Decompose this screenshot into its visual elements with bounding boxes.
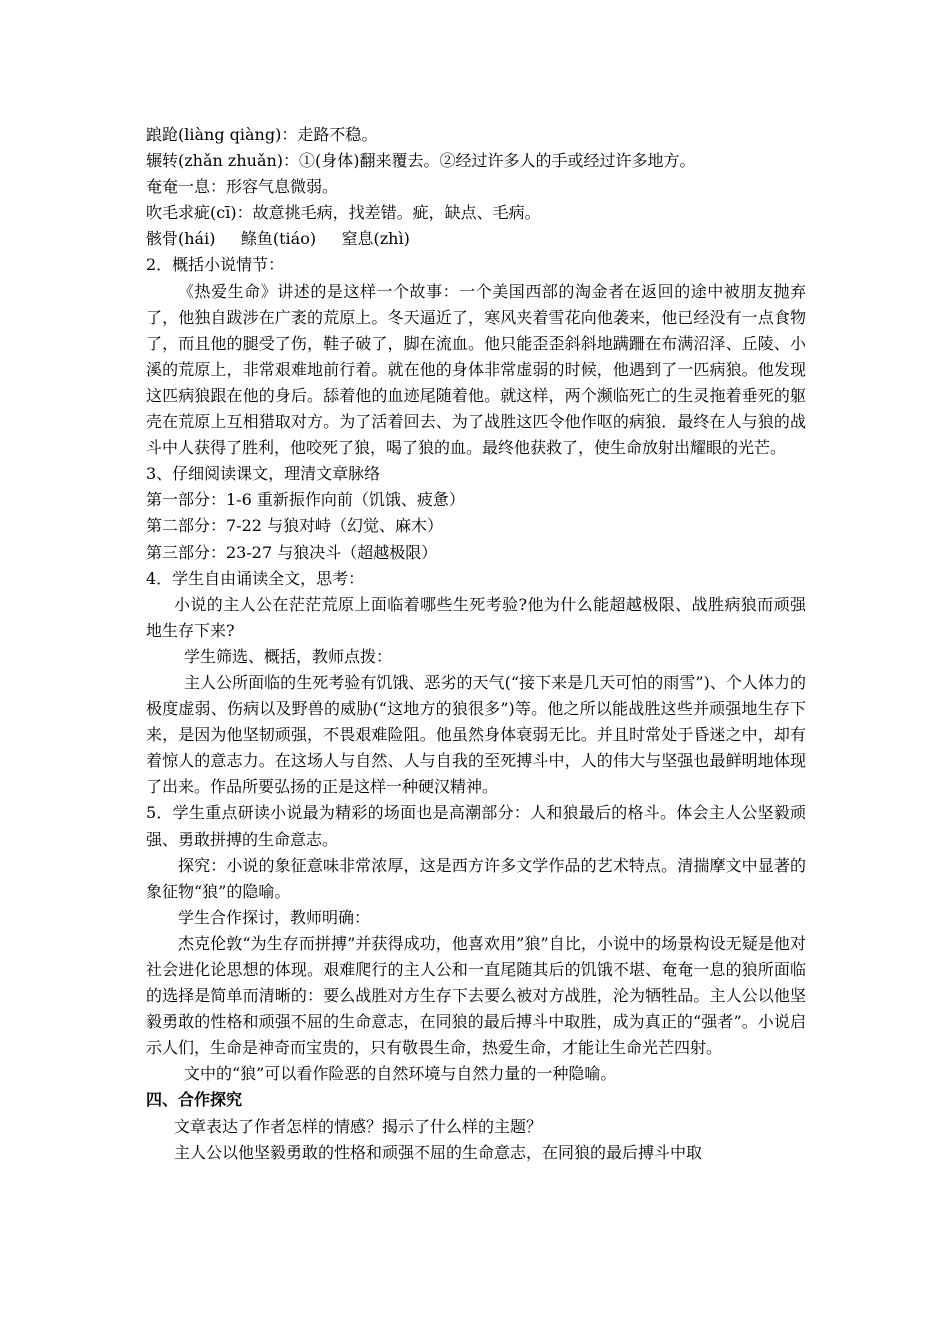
section-5-answer: 杰克伦敦“为生存而拼搏”并获得成功，他喜欢用”狼”自比，小说中的场景构设无疑是他对社会进化论思想的体现。艰难爬行的主人公和一直尾随其后的饥饿不堪、奄奄一息的狼所面临的选择是简单而清晰的：要么战胜对方生存下去要么被对方战胜，沦为牺牲品。主人公以他坚毅勇敢的性格和顽强不屈的生命意志，在同狼的最后搏斗中取胜，成为真正的“强者”。小说启示人们，生命是神奇而宝贵的，只有敬畏生命，热爱生命，才能让生命光芒四射。 bbox=[146, 933, 806, 1058]
part-4-question: 文章表达了作者怎样的情感？揭示了什么样的主题？ bbox=[174, 1116, 543, 1136]
section-4-answer: 主人公所面临的生死考验有饥饿、恶劣的天气(“接下来是几天可怕的雨雪”)、个人体力的极度虚弱、伤病以及野兽的威胁(“这地方的狼很多”)等。他之所以能战胜这些并顽强地生存下来，是因为他坚韧顽强，不畏艰难险阻。他虽然身体衰弱无比。并且时常处于昏迷之中，却有着惊人的意志力。在这场人与自然、人与自我的至死搏斗中，人的伟大与坚强也最鲜明地体现了出来。作品所要弘扬的正是这样一种硬汉精神。 bbox=[146, 672, 806, 797]
structure-part: 第一部分：1-6 重新振作向前（饥饿、疲惫） bbox=[146, 490, 465, 510]
vocab-line: 奄奄一息：形容气息微弱。 bbox=[146, 177, 339, 197]
vocab-line: 辗转(zhǎn zhuǎn)：①(身体)翻来覆去。②经过许多人的手或经过许多地方。 bbox=[146, 151, 696, 171]
section-5-coop: 学生合作探讨，教师明确： bbox=[178, 907, 371, 927]
vocab-line: 吹毛求疵(cī)：故意挑毛病，找差错。疵，缺点、毛病。 bbox=[146, 203, 541, 223]
vocab-line: 骸骨(hái) 鲦鱼(tiáo) 窒息(zhì) bbox=[146, 229, 410, 249]
part-4-answer: 主人公以他坚毅勇敢的性格和顽强不屈的生命意志，在同狼的最后搏斗中取 bbox=[174, 1142, 703, 1162]
structure-part: 第三部分：23-27 与狼决斗（超越极限） bbox=[146, 542, 438, 562]
section-5-heading: 5．学生重点研读小说最为精彩的场面也是高潮部分：人和狼最后的格斗。体会主人公坚毅顽强、勇敢拼搏的生命意志。 bbox=[146, 803, 806, 849]
section-4-guide: 学生筛选、概括，教师点拨： bbox=[184, 646, 393, 666]
plot-summary: 《热爱生命》讲述的是这样一个故事：一个美国西部的淘金者在返回的途中被朋友抛弃了，他独自跋涉在广袤的荒原上。冬天逼近了，寒风夹着雪花向他袭来，他已经没有一点食物了，而且他的腿受了伤，鞋子破了，脚在流血。他只能歪歪斜斜地蹒跚在布满沼泽、丘陵、小溪的荒原上，非常艰难地前行着。就在他的身体非常虚弱的时候，他遇到了一匹病狼。他发现这匹病狼跟在他的身后。舔着他的血迹尾随着他。就这样，两个濒临死亡的生灵拖着垂死的躯壳在荒原上互相猎取对方。为了活着回去、为了战胜这匹令他作呕的病狼．最终在人与狼的战斗中人获得了胜利，他咬死了狼，喝了狼的血。最终他获救了，使生命放射出耀眼的光芒。 bbox=[146, 281, 806, 458]
section-5-explore: 探究：小说的象征意味非常浓厚，这是西方许多文学作品的艺术特点。清揣摩文中显著的象征物“狼”的隐喻。 bbox=[146, 855, 806, 901]
document-body bbox=[146, 122, 806, 1166]
section-5-wolf: 文中的“狼”可以看作险恶的自然环境与自然力量的一种隐喻。 bbox=[184, 1064, 617, 1084]
part-4-heading: 四、合作探究 bbox=[146, 1090, 243, 1110]
section-2-heading: 2．概括小说情节： bbox=[146, 255, 285, 275]
section-4-question: 小说的主人公在茫茫荒原上面临着哪些生死考验?他为什么能超越极限、战胜病狼而顽强地生存下来? bbox=[146, 594, 806, 640]
section-4-heading: 4．学生自由诵读全文，思考： bbox=[146, 568, 365, 588]
vocab-line: 踉跄(liàng qiàng)：走路不稳。 bbox=[146, 125, 378, 144]
section-3-heading: 3、仔细阅读课文，理清文章脉络 bbox=[146, 464, 381, 484]
structure-part: 第二部分：7-22 与狼对峙（幻觉、麻木） bbox=[146, 516, 444, 536]
